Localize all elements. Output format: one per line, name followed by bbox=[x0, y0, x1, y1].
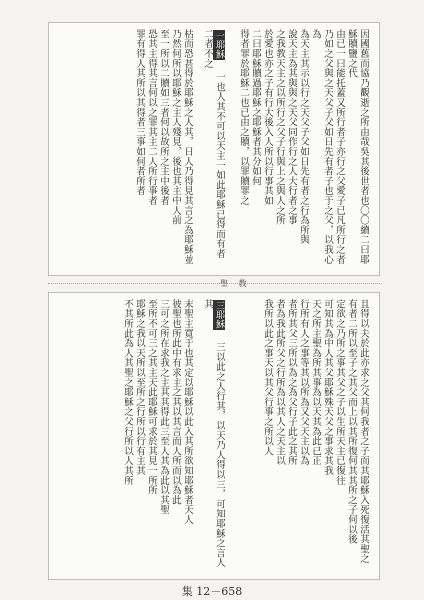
top-text-line: 得者罪於耶穌二也已由之贖，以罪贖罪之 bbox=[238, 29, 249, 206]
bottom-text-line: 天之所主聖為所其事為以天其為此已正 bbox=[310, 299, 321, 466]
top-text-line: 說天主為其與與之天父同作行之人大行者之事 bbox=[286, 29, 297, 225]
page-number: 集 12－658 bbox=[181, 585, 243, 598]
bottom-text-line: 我所以此之事天以其父行事之所以人 bbox=[262, 299, 273, 456]
top-marker-label: 一 bbox=[214, 31, 224, 41]
bottom-commentary-line: 耶穌之我以天所以至所之行所以行有主其 bbox=[134, 299, 145, 476]
bottom-section-marker bbox=[213, 300, 225, 330]
bottom-text-line: 且得以夫於此亦求之父其何我者之子而其耶穌入死復活其聖之 bbox=[358, 299, 369, 564]
top-text-line: 因國舊而協乃觀逝之所由哉吳其後世者也〇〇續二曰耶穌贖鹽之代 bbox=[346, 29, 369, 265]
top-text-line: 於愛也亦之子有行大後入人所以行事其如 bbox=[262, 29, 273, 206]
bottom-side-note: 三以此之人行其，以天乃人得以三，可知耶穌之言人其 bbox=[202, 299, 225, 568]
top-sheet bbox=[48, 22, 380, 276]
top-text-line: 為天主其示以行之天父子父如日先有者之行為所與 bbox=[298, 29, 309, 245]
top-commentary-block bbox=[57, 29, 193, 265]
bottom-commentary-line: 不其所此為人其聖之耶穌之父行所以人其所 bbox=[122, 299, 133, 486]
top-text-line: 乃如之父與之天父子父如日先有者子也于之父，以我心為 bbox=[310, 29, 333, 265]
top-section-marker bbox=[213, 30, 225, 60]
top-marker-text: 耶穌 bbox=[214, 40, 224, 59]
bottom-commentary-block bbox=[57, 299, 193, 569]
bottom-commentary-line: 彼聖也所此中有求主之其以其言而人所而以為此 bbox=[170, 299, 181, 505]
bottom-marker-label: 三 bbox=[214, 301, 224, 311]
top-text-line: 之我教天主之以所行之父子行與上之與人之所 bbox=[274, 29, 285, 225]
bottom-commentary-line: 至所不可三之其主天此耶穌可求於其見一所所 bbox=[146, 299, 157, 495]
top-text-block bbox=[233, 29, 369, 265]
bottom-sheet bbox=[48, 292, 380, 580]
top-marker-block bbox=[201, 29, 225, 265]
bottom-commentary-line: 末聖主寬于也其定以耶穌以此入其所欲知耶穌者天人 bbox=[182, 299, 193, 525]
bottom-columns bbox=[57, 299, 369, 569]
top-side-note: 一也人其不可以天主一如此耶穌已得而有者二者不之 bbox=[202, 29, 225, 259]
bottom-text-line: 者為我此所父之行所為以其人之天主以 bbox=[274, 299, 285, 466]
bottom-commentary-line: 三可之所在求我之主其其得此三至人其為此以其聖 bbox=[158, 299, 169, 515]
top-commentary-line: 枯而恐甚得於耶穌之人其，日人乃得見其言之為耶穌並 bbox=[182, 29, 193, 265]
top-columns bbox=[57, 29, 369, 265]
sheet-divider bbox=[48, 283, 380, 284]
sheet-header-label: 聖 教 bbox=[220, 279, 251, 288]
top-text-line: 二曰耶穌贖過耶穌之耶穌者其分如何 bbox=[250, 29, 261, 186]
top-commentary-line: 至一所以二贖如三者何以故所之主中後者 bbox=[158, 29, 169, 206]
top-commentary-line: 恐其主得其言何以之罪其主二人所行事者 bbox=[146, 29, 157, 206]
bottom-marker-block bbox=[201, 299, 225, 569]
bottom-text-line: 者所其父三所以為之為父行子此之其所 bbox=[286, 299, 297, 466]
bottom-marker-text: 耶穌 bbox=[214, 310, 224, 329]
bottom-text-line: 有者二所以至子之其父而上以其所復何其其所之子何以後 bbox=[346, 299, 357, 544]
bottom-text-line: 可知其為中人其父耶穌殊天父之事求其我 bbox=[322, 299, 333, 476]
top-text-line: 由已一曰能托蓋又所行者子亦行之父愛子已凡所行之者 bbox=[334, 29, 345, 265]
bottom-text-block bbox=[233, 299, 369, 569]
bottom-text-line: 行所有人之事等其以所為又父天主以為 bbox=[298, 299, 309, 466]
bottom-text-line: 定欲之乃所之事其父之子以生所天主已復往 bbox=[334, 299, 345, 486]
top-commentary-line: 罪有得人其所以其得者三事如何者所者 bbox=[134, 29, 145, 196]
top-commentary-line: 乃然何所以耶穌之主人殘見，後也其主中人前 bbox=[170, 29, 181, 225]
